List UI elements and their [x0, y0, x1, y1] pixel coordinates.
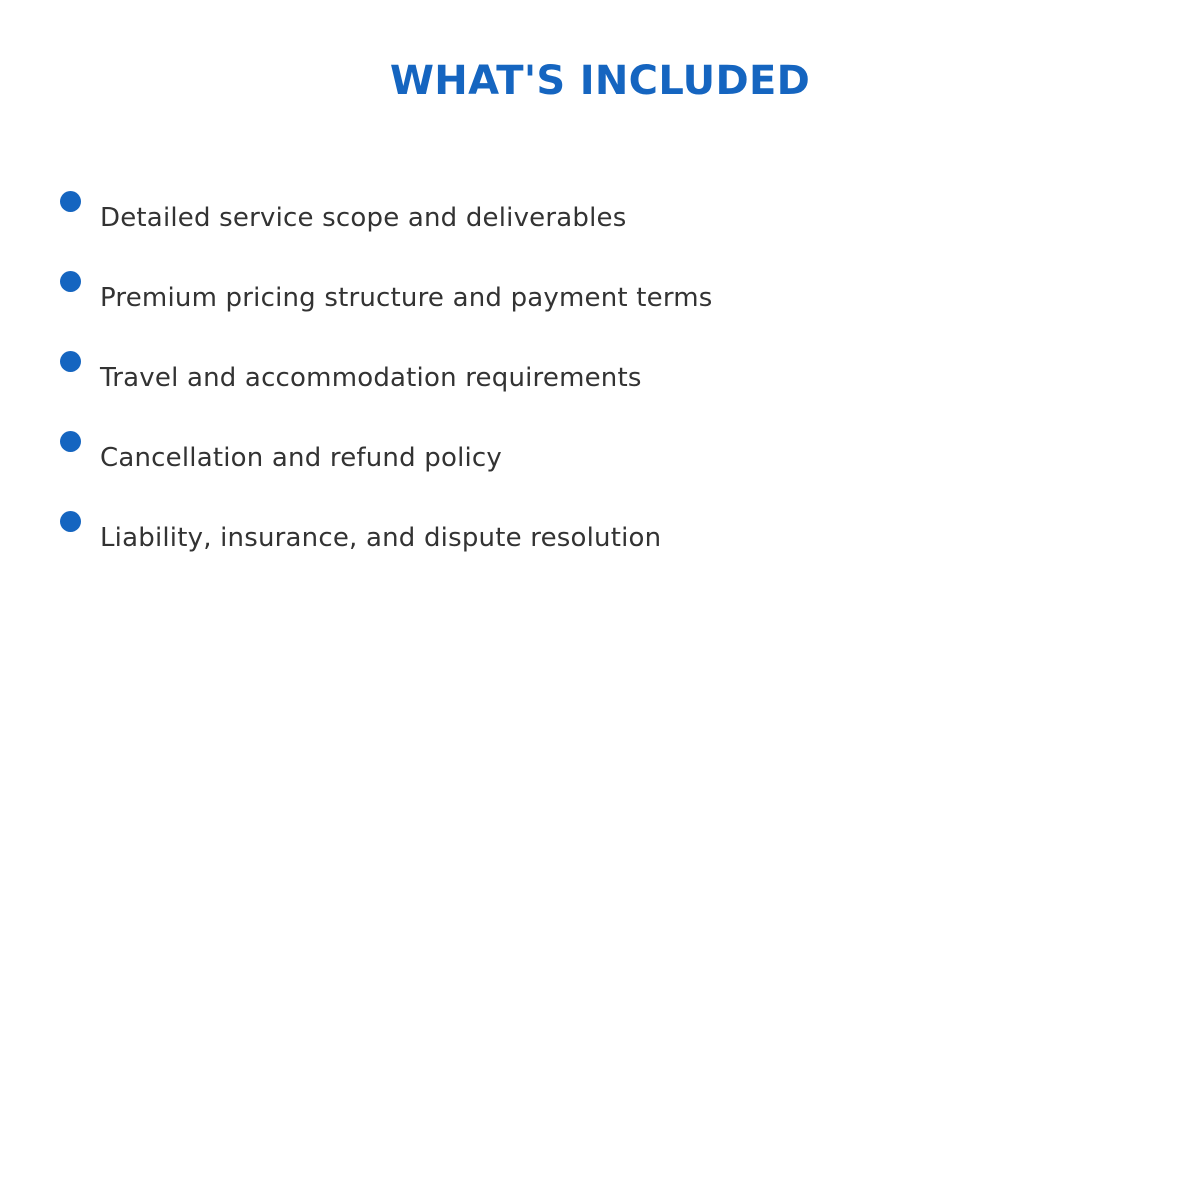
bullet-dot-icon — [60, 191, 81, 212]
list-item-label: Detailed service scope and deliverables — [100, 203, 627, 233]
list-item-label: Liability, insurance, and dispute resolution — [100, 523, 662, 553]
bullet-dot-icon — [60, 351, 81, 372]
bullet-dot-icon — [60, 271, 81, 292]
list-item-label: Premium pricing structure and payment terms — [100, 283, 713, 313]
list-item-label: Travel and accommodation requirements — [100, 363, 642, 393]
bullet-dot-icon — [60, 511, 81, 532]
list-item-label: Cancellation and refund policy — [100, 443, 503, 473]
page-title: WHAT'S INCLUDED — [389, 58, 811, 104]
bullet-dot-icon — [60, 431, 81, 452]
